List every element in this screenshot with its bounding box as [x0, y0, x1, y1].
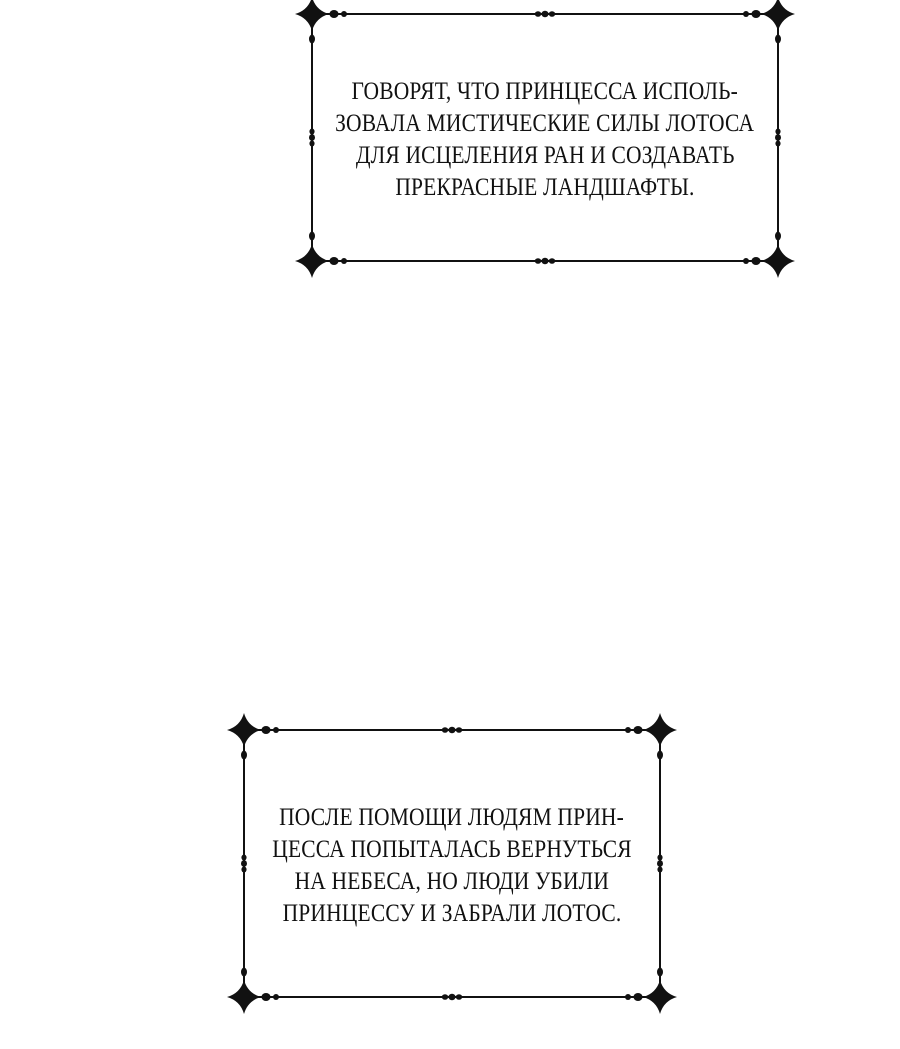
bead-ornament — [752, 10, 761, 18]
bead-ornament — [752, 257, 761, 265]
bead-ornament — [535, 258, 541, 264]
bead-ornament — [541, 11, 548, 17]
bead-ornament — [634, 726, 643, 734]
bead-ornament — [341, 11, 347, 17]
caption-line: ЗОВАЛА МИСТИЧЕСКИЕ СИЛЫ ЛОТОСА — [335, 110, 755, 137]
corner-star-ornament — [761, 0, 795, 31]
bead-ornament — [549, 258, 555, 264]
caption-line: ПОСЛЕ ПОМОЩИ ЛЮДЯМ ПРИН- — [279, 804, 625, 831]
bead-ornament — [775, 129, 780, 135]
caption-line: ПРИНЦЕССУ И ЗАБРАЛИ ЛОТОС. — [282, 900, 622, 927]
bead-ornament — [775, 134, 781, 141]
bead-ornament — [456, 994, 462, 1000]
caption-line: ГОВОРЯТ, ЧТО ПРИНЦЕССА ИСПОЛЬ- — [351, 78, 739, 105]
caption-box-2 — [222, 716, 682, 1011]
bead-ornament — [456, 727, 462, 733]
bead-ornament — [448, 994, 455, 1000]
caption-box-1 — [290, 0, 800, 275]
bead-ornament — [541, 258, 548, 264]
bead-ornament — [625, 994, 631, 1000]
bead-ornament — [241, 751, 247, 760]
bead-ornament — [442, 727, 448, 733]
bead-ornament — [262, 993, 271, 1001]
bead-ornament — [657, 968, 663, 977]
caption-line: ПРЕКРАСНЫЕ ЛАНДШАФТЫ. — [395, 174, 695, 201]
corner-star-ornament — [643, 980, 677, 1014]
bead-ornament — [448, 727, 455, 733]
bead-ornament — [442, 994, 448, 1000]
bead-ornament — [657, 855, 662, 861]
bead-ornament — [241, 968, 247, 977]
bead-ornament — [743, 11, 749, 17]
bead-ornament — [535, 11, 541, 17]
bead-ornament — [309, 134, 315, 141]
bead-ornament — [775, 35, 781, 44]
caption-line: ДЛЯ ИСЦЕЛЕНИЯ РАН И СОЗДАВАТЬ — [355, 142, 735, 169]
caption-text-2 — [247, 786, 657, 946]
bead-ornament — [330, 257, 339, 265]
bead-ornament — [549, 11, 555, 17]
bead-ornament — [341, 258, 347, 264]
bead-ornament — [241, 867, 246, 873]
bead-ornament — [743, 258, 749, 264]
bead-ornament — [634, 993, 643, 1001]
corner-star-ornament — [295, 0, 329, 31]
corner-star-ornament — [761, 244, 795, 278]
bead-ornament — [262, 726, 271, 734]
bead-ornament — [273, 727, 279, 733]
caption-text-1 — [320, 60, 770, 220]
corner-star-ornament — [227, 980, 261, 1014]
bead-ornament — [309, 35, 315, 44]
bead-ornament — [775, 141, 780, 147]
corner-star-ornament — [227, 713, 261, 747]
bead-ornament — [657, 751, 663, 760]
caption-line: ЦЕССА ПОПЫТАЛАСЬ ВЕРНУТЬСЯ — [272, 836, 632, 863]
bead-ornament — [657, 860, 663, 867]
bead-ornament — [625, 727, 631, 733]
bead-ornament — [330, 10, 339, 18]
bead-ornament — [309, 232, 315, 241]
bead-ornament — [657, 867, 662, 873]
bead-ornament — [241, 855, 246, 861]
corner-star-ornament — [643, 713, 677, 747]
corner-star-ornament — [295, 244, 329, 278]
bead-ornament — [309, 141, 314, 147]
bead-ornament — [309, 129, 314, 135]
caption-line: НА НЕБЕСА, НО ЛЮДИ УБИЛИ — [294, 868, 610, 895]
bead-ornament — [273, 994, 279, 1000]
bead-ornament — [775, 232, 781, 241]
